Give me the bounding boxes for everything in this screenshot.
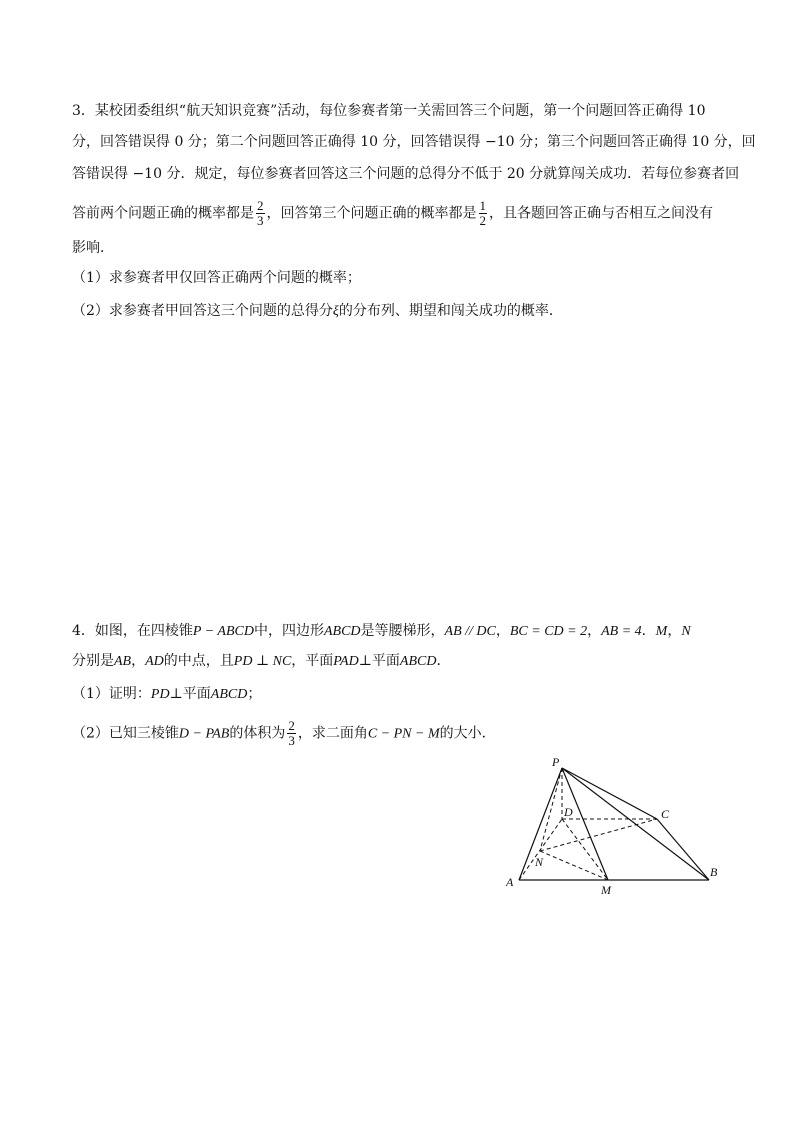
- fraction-denominator: 2: [479, 213, 486, 228]
- math-expr: ABCD: [323, 624, 361, 639]
- fraction-numerator: 2: [257, 198, 264, 213]
- math-expr: PAD: [333, 654, 359, 669]
- fraction-two-thirds: [256, 199, 265, 228]
- q3-text: 答前两个问题正确的概率都是: [72, 205, 254, 222]
- q3-part-1: （1）求参赛者甲仅回答正确两个问题的概率；: [72, 270, 361, 286]
- q4-text: （1）证明：: [72, 686, 151, 702]
- edge-NC-hidden: [540, 819, 657, 851]
- q4-text: ，: [131, 653, 146, 669]
- math-expr: ABCD: [210, 687, 248, 702]
- math-expr: PD: [150, 687, 170, 702]
- fraction-numerator: 2: [288, 718, 295, 733]
- label-P: P: [552, 755, 560, 769]
- math-expr: AB: [114, 654, 132, 669]
- fraction-one-half: [479, 199, 488, 228]
- edge-NM-hidden: [540, 851, 608, 880]
- math-expr: ABCD: [399, 654, 437, 669]
- math-expr: N: [681, 624, 691, 639]
- label-C: C: [661, 807, 670, 821]
- q4-text: 的大小．: [439, 725, 496, 742]
- q4-text: ，: [587, 623, 602, 639]
- math-expr: D − PAB: [178, 726, 230, 742]
- math-expr: P − ABCD: [192, 624, 254, 639]
- q4-text: ，: [495, 623, 510, 639]
- q3-text: ，回答第三个问题正确的概率都是: [266, 205, 477, 222]
- math-expr: AB = 4: [601, 624, 642, 639]
- math-expr: AD: [145, 654, 164, 669]
- edge-PC: [562, 768, 657, 819]
- q3-line-2: 分，回答错误得 0 分；第二个问题回答正确得 10 分，回答错误得 −10 分；第三个问题回答正确得 10 分，回: [72, 134, 756, 150]
- label-N: N: [535, 855, 544, 869]
- q4-text: ．: [641, 623, 656, 639]
- q3-part-2: [72, 301, 563, 322]
- math-expr: BC = CD = 2: [509, 624, 588, 639]
- q3-text: 的分布列、期望和闯关成功的概率．: [338, 303, 563, 319]
- fraction-denominator: 3: [288, 733, 295, 748]
- fraction-two-thirds: [287, 719, 296, 748]
- q4-text: 4．如图，在四棱锥: [72, 623, 193, 639]
- q4-text: 是等腰梯形，: [360, 623, 445, 639]
- q3-line-3: 答错误得 −10 分．规定，每位参赛者回答这三个问题的总得分不低于 20 分就算闯关成功．若每位参赛者回: [72, 166, 740, 182]
- fraction-denominator: 3: [257, 213, 264, 228]
- q3-line-4: [72, 199, 713, 228]
- q4-text: （2）已知三棱锥: [72, 725, 179, 742]
- q3-text: ，且各题回答正确与否相互之间没有: [489, 205, 713, 222]
- label-D: D: [564, 805, 573, 819]
- q4-text: 的中点，且: [163, 653, 234, 669]
- q4-text: 中，四边形: [253, 623, 324, 639]
- q3-line-1: 3．某校团委组织“航天知识竞赛”活动，每位参赛者第一关需回答三个问题，第一个问题回答正确得 10: [72, 103, 706, 119]
- q4-text: ⊥平面: [358, 653, 400, 669]
- math-var: ξ: [332, 304, 339, 319]
- q3-text: （2）求参赛者甲回答这三个问题的总得分: [72, 303, 333, 319]
- q4-text: ，: [667, 623, 682, 639]
- q4-text: ；: [247, 686, 262, 702]
- q4-text: ⊥平面: [169, 686, 211, 702]
- edge-DM-hidden: [562, 819, 608, 880]
- edge-AD-hidden: [519, 819, 562, 880]
- q4-line-1: [72, 621, 691, 642]
- math-expr: PD ⊥ NC: [233, 654, 292, 669]
- math-expr: AB // DC: [444, 624, 496, 639]
- q3-line-5: 影响．: [72, 240, 114, 256]
- q4-text: ，求二面角: [297, 725, 368, 742]
- edge-PN-hidden: [540, 768, 562, 851]
- label-M: M: [601, 883, 611, 897]
- q4-text: ．: [436, 653, 451, 669]
- edge-PA: [519, 768, 562, 880]
- edge-PB: [562, 768, 709, 880]
- q4-text: 分别是: [72, 653, 114, 669]
- fraction-numerator: 1: [479, 198, 486, 213]
- edge-CB: [657, 819, 709, 880]
- math-expr: C − PN − M: [367, 726, 440, 742]
- label-A: A: [506, 875, 514, 889]
- q4-text: 的体积为: [229, 725, 286, 742]
- q4-text: ，平面: [291, 653, 334, 669]
- q4-part-2: [72, 719, 496, 748]
- q4-line-2: [72, 651, 450, 672]
- label-B: B: [710, 865, 718, 879]
- math-expr: M: [655, 624, 668, 639]
- q4-part-1: [72, 684, 261, 705]
- edge-PM: [562, 768, 608, 880]
